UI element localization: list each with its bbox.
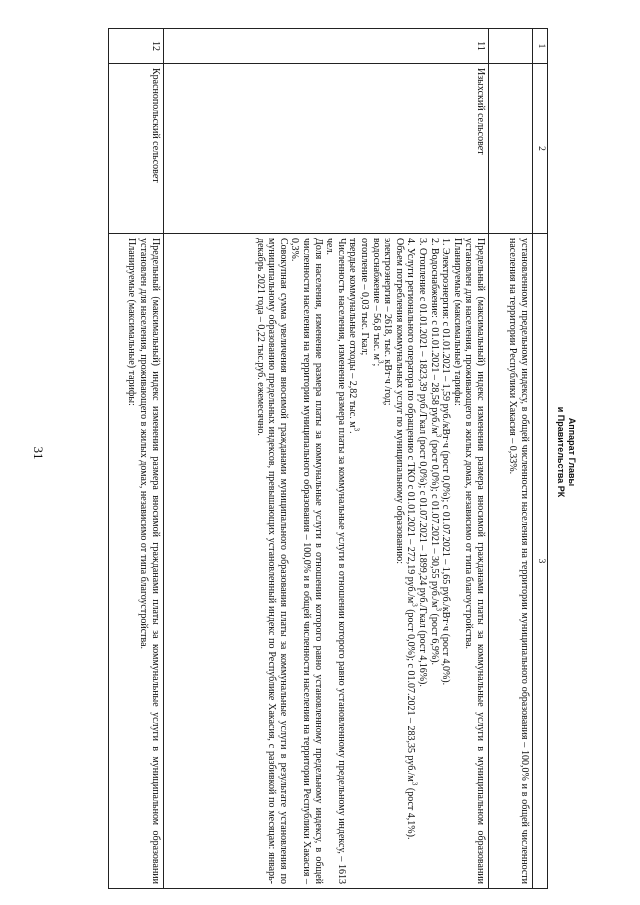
paragraph: Объем потребления коммунальных услуг по муниципальному образованию: [393,238,405,564]
stamp-line-1: Аппарат Главы [567,417,577,487]
header-col-1: 1 [533,29,548,64]
municipality-name: Краснопольский сельсовет [109,64,164,234]
cont-name-cell [489,64,533,234]
paragraph: отопление – 0,03 тыс. Гкал; [359,238,371,356]
text-part: водоснабжение – 56,8 тыс. м [370,238,382,360]
text-part: ; [370,363,382,367]
header-row [533,29,548,889]
cont-content-cell [489,234,533,889]
cont-num-cell [489,29,533,64]
text-part: (рост 4,1%). [405,785,417,840]
office-stamp [555,377,577,527]
paragraph: Численность населения, изменение размера платы за коммунальные услуги в отношении которого равно установленному предельному индексу, – 1613 чел. [324,238,347,884]
superscript: 3 [410,781,419,786]
header-col-2: 2 [533,64,548,234]
paragraph: Предельный (максимальный) индекс изменения размера вносимой гражданами платы за коммунальные услуги в муниципальном образовании установлен для населения, проживающего в жилых домах, независимо от типа благоустройства. [463,238,486,884]
superscript: 3 [433,433,442,438]
document-table-container [108,28,548,888]
superscript: 3 [375,359,384,364]
paragraph: 3. Отопление с 01.01.2021 – 1823,39 руб./Гкал (рост 0,0%); с 01.07.2021 – 1899,24 руб./Гкал (рост 4,16%). [417,238,429,687]
continuation-row [489,29,533,889]
paragraph [428,238,440,884]
text-part: (рост 0,0%); с 01.07.2021 – 283,35 руб./м [405,606,417,782]
paragraph: 1. Электроэнергия: с 01.01.2021 – 1,59 руб./кВт·ч (рост 0,0%); с 01.07.2021 – 1,65 руб./кВт·ч (рост 4,0%). [440,238,452,686]
paragraph: Совокупная сумма увеличения вносимой гражданами муниципального образования платы за коммунальные услуги в результате установления по муниципальному образованию предельных индексов, превышающих установленный индекс по Республике Хакасия, с разбивкой по месяцам: январь-декабрь 2021 года – 0,22 тыс.руб. ежемесячно. [254,238,289,884]
page-number: 31 [31,446,46,460]
text-part: (рост 6,9%). [428,611,440,666]
superscript: 3 [433,607,442,611]
tariff-table [108,28,548,889]
paragraph [405,238,417,884]
table-row-12 [109,29,164,889]
row-11-content [163,234,488,889]
stamp-line-2: и Правительства РК [556,406,566,498]
cont-text: установленному предельному индексу, в общей численности населения на территории муниципального образования – 100,0% и в общей численности населения на территории Республики Хакасия – 0,33%. [507,238,530,884]
superscript: 3 [410,603,419,607]
row-number: 11 [163,29,488,64]
paragraph: Планируемые (максимальные) тарифы: [126,238,138,406]
paragraph: Предельный (максимальный) индекс изменения размера вносимой гражданами платы за коммунальные услуги в муниципальном образовании установлен для населения, проживающего в жилых домах, независимо от типа благоустройства. [138,238,161,884]
row-number: 12 [109,29,164,64]
text-part: 2. Водоснабжение: с 01.01.2021 – 28,58 руб./м [428,238,440,434]
superscript: 3 [352,427,361,432]
text-part: (рост 0,0%); с 01.07.2021 – 30,55 руб./м [428,437,440,608]
text-part: . [347,431,359,434]
header-col-3: 3 [533,234,548,889]
paragraph [347,238,359,884]
text-part: 4. Услуги регионального оператора по обращению с ТКО с 01.01.2021 – 272,19 руб./м [405,238,417,604]
paragraph: Планируемые (максимальные) тарифы: [451,238,463,406]
paragraph: электроэнергия – 2618, тыс. кВт·ч /год; [382,238,394,406]
paragraph [370,238,382,884]
table-row-11 [163,29,488,889]
municipality-name: Изыхский сельсовет [163,64,488,234]
text-part: твердые коммунальные отходы – 2,82 тыс. м [347,238,359,428]
paragraph: Доля населения, изменение размера платы за коммунальные услуги в отношении которого равно установленному предельному индексу, в общей численности населения на территории муниципального образования – 100,0% и в общей численности населения на территории Республики Хакасия – 0,3%. [289,238,324,884]
row-12-content [109,234,164,889]
